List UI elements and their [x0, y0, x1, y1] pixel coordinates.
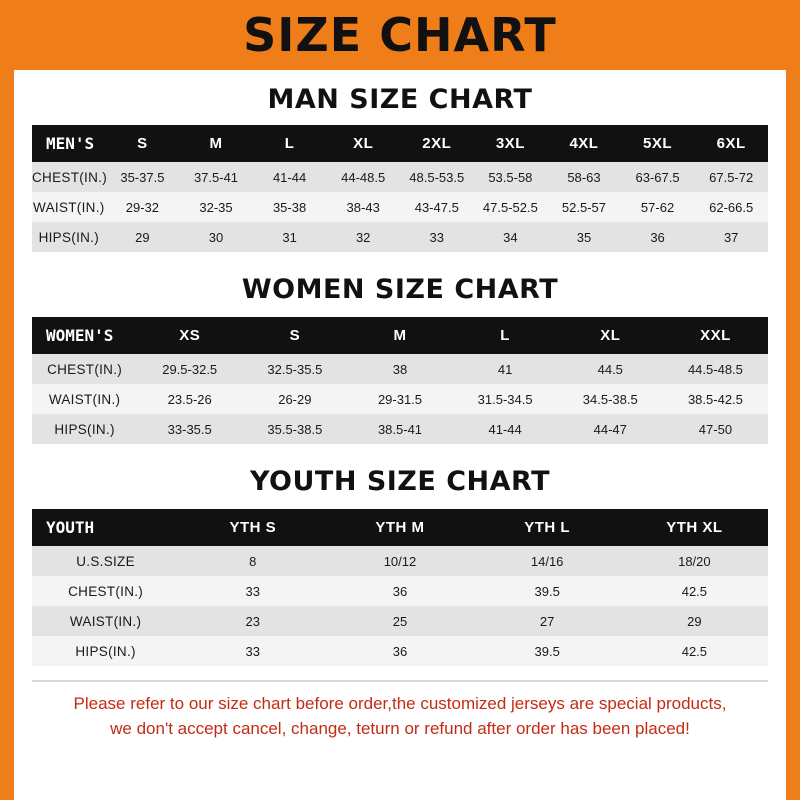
women-chest-xs: 29.5-32.5	[162, 361, 218, 377]
table-row	[32, 222, 768, 252]
youth-hips-xl: 42.5	[681, 643, 708, 659]
disclaimer-line-1: Please refer to our size chart before order,the customized jerseys are special products,	[73, 694, 727, 713]
women-col-l: L	[453, 317, 558, 354]
men-table-head	[32, 125, 768, 162]
women-col-xxl: XXL	[663, 317, 768, 354]
women-chest-l: 41	[497, 361, 513, 377]
women-hips-xxl: 47-50	[698, 421, 733, 437]
table-row	[32, 606, 768, 636]
women-row-hips-label: HIPS(IN.)	[54, 421, 115, 437]
men-waist-2xl: 43-47.5	[414, 199, 459, 215]
men-waist-5xl: 57-62	[640, 199, 675, 215]
disclaimer-text	[32, 680, 768, 741]
women-row-chest-label: CHEST(IN.)	[47, 361, 123, 377]
youth-corner-label: YOUTH	[32, 509, 179, 546]
men-col-4xl: 4XL	[547, 125, 621, 162]
women-chest-xxl: 44.5-48.5	[687, 361, 743, 377]
youth-header-row	[32, 509, 768, 546]
men-row-chest-label: CHEST(IN.)	[32, 169, 107, 185]
men-hips-xl: 32	[355, 229, 371, 245]
men-row-waist-label: WAIST(IN.)	[33, 199, 105, 215]
table-row	[32, 354, 768, 384]
youth-size-chart	[14, 509, 786, 666]
youth-chest-s: 33	[245, 583, 261, 599]
table-row	[32, 384, 768, 414]
youth-col-s: YTH S	[179, 509, 326, 546]
women-col-m: M	[347, 317, 452, 354]
men-waist-l: 35-38	[272, 199, 307, 215]
youth-hips-l: 39.5	[534, 643, 560, 659]
men-col-xl: XL	[326, 125, 400, 162]
men-chest-2xl: 48.5-53.5	[409, 169, 465, 185]
women-hips-l: 41-44	[488, 421, 522, 437]
youth-ussize-l: 14/16	[530, 553, 564, 569]
women-table-head	[32, 317, 768, 354]
women-col-xl: XL	[558, 317, 663, 354]
table-row	[32, 546, 768, 576]
header-banner	[0, 0, 800, 70]
women-chest-xl: 44.5	[597, 361, 623, 377]
youth-table-head	[32, 509, 768, 546]
table-row	[32, 414, 768, 444]
women-section-title: WOMEN SIZE CHART	[241, 274, 559, 305]
women-table	[32, 317, 768, 444]
disclaimer	[14, 680, 786, 741]
youth-waist-xl: 29	[687, 613, 702, 629]
men-col-s: S	[106, 125, 180, 162]
youth-section-title: YOUTH SIZE CHART	[249, 466, 551, 497]
men-hips-6xl: 37	[723, 229, 739, 245]
women-table-body	[32, 354, 768, 444]
men-chest-6xl: 67.5-72	[709, 169, 754, 185]
youth-table-body	[32, 546, 768, 666]
youth-chest-xl: 42.5	[681, 583, 708, 599]
youth-chest-l: 39.5	[534, 583, 560, 599]
youth-ussize-xl: 18/20	[678, 553, 711, 569]
men-waist-m: 32-35	[199, 199, 233, 215]
women-hips-xs: 33-35.5	[167, 421, 212, 437]
men-hips-2xl: 33	[429, 229, 444, 245]
men-hips-l: 31	[282, 229, 297, 245]
men-col-5xl: 5XL	[621, 125, 695, 162]
women-header-row	[32, 317, 768, 354]
women-waist-s: 26-29	[278, 391, 312, 407]
youth-row-chest-label: CHEST(IN.)	[68, 583, 144, 599]
men-chest-s: 35-37.5	[120, 169, 165, 185]
youth-col-m: YTH M	[326, 509, 473, 546]
youth-col-l: YTH L	[474, 509, 621, 546]
youth-waist-l: 27	[539, 613, 555, 629]
youth-hips-s: 33	[245, 643, 261, 659]
men-corner-label: MEN'S	[32, 125, 106, 162]
youth-waist-s: 23	[245, 613, 261, 629]
men-hips-3xl: 34	[503, 229, 518, 245]
youth-ussize-s: 8	[249, 553, 257, 569]
men-section-title: MAN SIZE CHART	[267, 84, 533, 115]
women-col-xs: XS	[137, 317, 242, 354]
men-waist-3xl: 47.5-52.5	[482, 199, 538, 215]
table-row	[32, 636, 768, 666]
women-chest-s: 32.5-35.5	[267, 361, 323, 377]
women-waist-xxl: 38.5-42.5	[687, 391, 743, 407]
men-chest-xl: 44-48.5	[341, 169, 386, 185]
youth-chest-m: 36	[392, 583, 408, 599]
youth-hips-m: 36	[392, 643, 408, 659]
men-chest-4xl: 58-63	[567, 169, 601, 185]
men-hips-5xl: 36	[650, 229, 665, 245]
women-hips-xl: 44-47	[593, 421, 627, 437]
men-col-2xl: 2XL	[400, 125, 474, 162]
youth-waist-m: 25	[392, 613, 408, 629]
men-col-6xl: 6XL	[694, 125, 768, 162]
table-row	[32, 576, 768, 606]
youth-ussize-m: 10/12	[383, 553, 417, 569]
men-chest-l: 41-44	[272, 169, 307, 185]
men-hips-s: 29	[135, 229, 150, 245]
women-size-chart	[14, 317, 786, 444]
men-hips-4xl: 35	[576, 229, 592, 245]
youth-col-xl: YTH XL	[621, 509, 768, 546]
men-col-m: M	[179, 125, 253, 162]
men-row-hips-label: HIPS(IN.)	[38, 229, 100, 245]
men-table-body	[32, 162, 768, 252]
men-waist-xl: 38-43	[346, 199, 380, 215]
page-title: SIZE CHART	[243, 8, 557, 62]
men-chest-m: 37.5-41	[193, 169, 239, 185]
men-size-chart	[14, 125, 786, 252]
men-col-l: L	[253, 125, 327, 162]
men-waist-s: 29-32	[125, 199, 160, 215]
women-row-waist-label: WAIST(IN.)	[48, 391, 121, 407]
women-waist-xl: 34.5-38.5	[582, 391, 638, 407]
women-waist-m: 29-31.5	[377, 391, 423, 407]
men-col-3xl: 3XL	[474, 125, 548, 162]
women-corner-label: WOMEN'S	[32, 317, 137, 354]
youth-row-hips-label: HIPS(IN.)	[75, 643, 136, 659]
table-row	[32, 162, 768, 192]
men-hips-m: 30	[208, 229, 224, 245]
disclaimer-line-2: we don't accept cancel, change, teturn or refund after order has been placed!	[110, 718, 690, 738]
women-hips-s: 35.5-38.5	[267, 421, 323, 437]
men-chest-5xl: 63-67.5	[635, 169, 680, 185]
men-waist-6xl: 62-66.5	[709, 199, 754, 215]
table-row	[32, 192, 768, 222]
men-header-row	[32, 125, 768, 162]
youth-table	[32, 509, 768, 666]
men-chest-3xl: 53.5-58	[488, 169, 533, 185]
women-chest-m: 38	[392, 361, 408, 377]
women-hips-m: 38.5-41	[377, 421, 423, 437]
youth-row-ussize-label: U.S.SIZE	[76, 553, 135, 569]
youth-row-waist-label: WAIST(IN.)	[69, 613, 142, 629]
women-waist-l: 31.5-34.5	[477, 391, 533, 407]
women-waist-xs: 23.5-26	[167, 391, 212, 407]
men-table	[32, 125, 768, 252]
women-col-s: S	[242, 317, 347, 354]
men-waist-4xl: 52.5-57	[561, 199, 606, 215]
